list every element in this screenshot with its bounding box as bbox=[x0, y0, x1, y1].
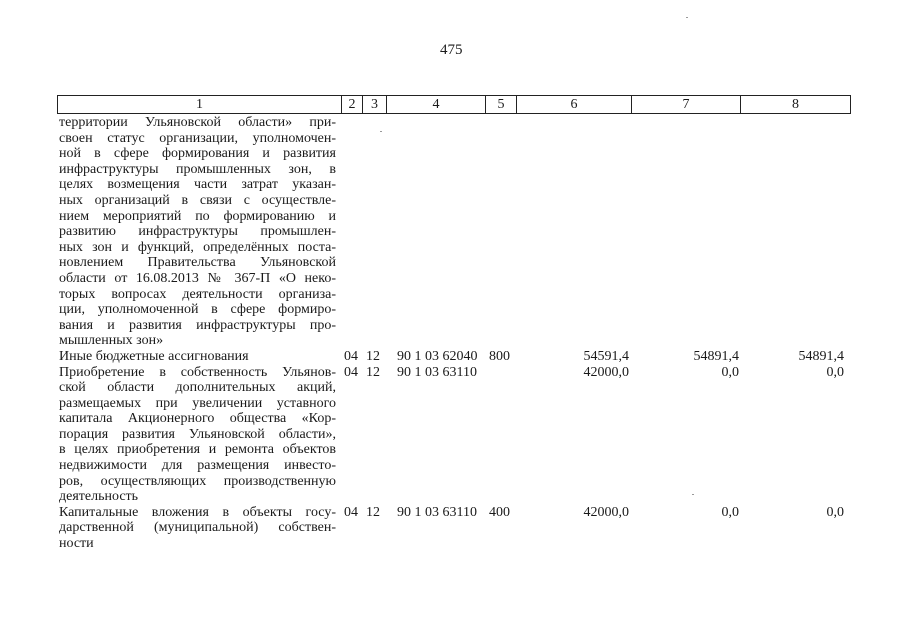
description-line: ров, осуществляющих производственную bbox=[59, 473, 336, 489]
description-line: недвижимости для размещения инвесто- bbox=[59, 458, 336, 474]
scan-speck bbox=[380, 131, 382, 132]
amount-year-3: 0,0 bbox=[826, 504, 844, 520]
description-line: области от 16.08.2013 № 367-П «О неко- bbox=[59, 270, 336, 286]
amount-year-3: 0,0 bbox=[826, 364, 844, 380]
description-line: Капитальные вложения в объекты госу- bbox=[59, 504, 336, 520]
table-row bbox=[59, 349, 849, 365]
amount-year-2: 54891,4 bbox=[693, 348, 739, 364]
description-line: развитию инфраструктуры промышлен- bbox=[59, 224, 336, 240]
target-article-code: 90 1 03 63110 bbox=[397, 504, 477, 520]
description-line: целях возмещения части затрат указан- bbox=[59, 177, 336, 193]
budget-table-body bbox=[59, 115, 849, 552]
row-description bbox=[59, 365, 336, 505]
header-col-2: 2 bbox=[342, 96, 363, 114]
expense-type-code: 800 bbox=[489, 348, 510, 364]
amount-year-2: 0,0 bbox=[721, 504, 739, 520]
subsection-code: 12 bbox=[366, 364, 380, 380]
description-line: Приобретение в собственность Ульянов- bbox=[59, 364, 336, 380]
description-line: ной в сфере формирования и развития bbox=[59, 146, 336, 162]
section-code: 04 bbox=[344, 504, 358, 520]
description-line: капитала Акционерного общества «Кор- bbox=[59, 411, 336, 427]
description-line: размещаемых при увеличении уставного bbox=[59, 395, 336, 411]
description-line: инфраструктуры промышленных зон, в bbox=[59, 161, 336, 177]
amount-year-1: 42000,0 bbox=[583, 504, 629, 520]
column-number-header bbox=[57, 95, 851, 114]
amount-year-3: 54891,4 bbox=[798, 348, 844, 364]
row-description bbox=[59, 115, 336, 349]
page-number: 475 bbox=[440, 42, 463, 58]
description-line: Иные бюджетные ассигнования bbox=[59, 348, 249, 364]
table-row bbox=[59, 505, 849, 552]
description-line: ных организаций в связи с осуществле- bbox=[59, 192, 336, 208]
amount-year-2: 0,0 bbox=[721, 364, 739, 380]
section-code: 04 bbox=[344, 364, 358, 380]
amount-year-1: 54591,4 bbox=[583, 348, 629, 364]
scan-speck bbox=[692, 494, 694, 495]
description-line: новлением Правительства Ульяновской bbox=[59, 255, 336, 271]
description-line: вания и развития инфраструктуры про- bbox=[59, 317, 336, 333]
description-line: порация развития Ульяновской области», bbox=[59, 426, 336, 442]
row-description bbox=[59, 505, 336, 552]
description-line: ской области дополнительных акций, bbox=[59, 380, 336, 396]
description-line: мышленных зон» bbox=[59, 333, 164, 349]
description-line: ности bbox=[59, 536, 94, 552]
header-col-4: 4 bbox=[387, 96, 486, 114]
description-line: в целях приобретения и ремонта объектов bbox=[59, 442, 336, 458]
subsection-code: 12 bbox=[366, 348, 380, 364]
header-col-8: 8 bbox=[741, 96, 851, 114]
subsection-code: 12 bbox=[366, 504, 380, 520]
header-col-1: 1 bbox=[58, 96, 342, 114]
target-article-code: 90 1 03 63110 bbox=[397, 364, 477, 380]
description-line: ных зон и функций, определённых поста- bbox=[59, 239, 336, 255]
description-line: ции, уполномоченной в сфере формиро- bbox=[59, 302, 336, 318]
description-line: своен статус организации, уполномочен- bbox=[59, 130, 336, 146]
scan-speck bbox=[686, 17, 688, 18]
table-row bbox=[59, 115, 849, 349]
header-col-5: 5 bbox=[486, 96, 517, 114]
expense-type-code: 400 bbox=[489, 504, 510, 520]
description-line: нием мероприятий по формированию и bbox=[59, 208, 336, 224]
amount-year-1: 42000,0 bbox=[583, 364, 629, 380]
header-col-6: 6 bbox=[517, 96, 632, 114]
description-line: территории Ульяновской области» при- bbox=[59, 115, 336, 130]
table-row bbox=[59, 365, 849, 505]
header-col-3: 3 bbox=[363, 96, 387, 114]
description-line: торых вопросах деятельности организа- bbox=[59, 286, 336, 302]
row-description bbox=[59, 349, 336, 365]
target-article-code: 90 1 03 62040 bbox=[397, 348, 478, 364]
header-col-7: 7 bbox=[632, 96, 741, 114]
description-line: деятельность bbox=[59, 489, 139, 505]
section-code: 04 bbox=[344, 348, 358, 364]
description-line: дарственной (муниципальной) собствен- bbox=[59, 520, 336, 536]
